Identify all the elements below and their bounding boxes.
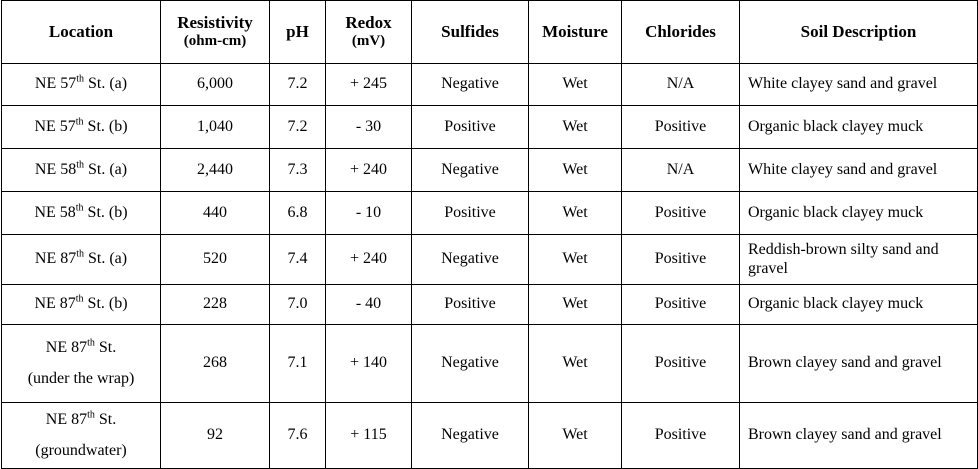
- cell-location: [2, 285, 161, 325]
- cell-chlorides: N/A: [622, 64, 740, 106]
- cell-soil-description: White clayey sand and gravel: [740, 149, 978, 192]
- location-suffix: St. (a): [84, 75, 128, 93]
- location-line-2: (groundwater): [35, 441, 127, 459]
- cell-redox: - 30: [326, 106, 412, 149]
- cell-ph: 7.2: [270, 106, 326, 149]
- cell-ph: 7.0: [270, 285, 326, 325]
- ordinal-suffix: th: [76, 73, 84, 85]
- cell-redox: + 240: [326, 149, 412, 192]
- cell-moisture: Wet: [529, 192, 622, 235]
- cell-redox: + 245: [326, 64, 412, 106]
- cell-sulfides: Positive: [412, 285, 529, 325]
- cell-resistivity: 268: [161, 325, 270, 403]
- header-moisture: Moisture: [529, 1, 622, 64]
- location-text: NE 57: [34, 75, 77, 93]
- cell-chlorides: Positive: [622, 106, 740, 149]
- location-text: NE 57: [34, 117, 76, 135]
- header-location: Location: [2, 1, 161, 64]
- location-suffix: St.: [94, 338, 117, 356]
- location-suffix: St. (b): [83, 203, 128, 221]
- cell-redox: + 115: [326, 403, 412, 469]
- location-text: NE 87: [45, 410, 88, 428]
- location-text: NE 87: [34, 295, 76, 313]
- table-row: [2, 285, 978, 325]
- cell-sulfides: Positive: [412, 106, 529, 149]
- cell-moisture: Wet: [529, 64, 622, 106]
- ordinal-suffix: th: [87, 337, 95, 349]
- header-chlorides: Chlorides: [622, 1, 740, 64]
- cell-location: [2, 235, 161, 285]
- cell-sulfides: Negative: [412, 235, 529, 285]
- cell-soil-description: Organic black clayey muck: [740, 285, 978, 325]
- location-text: NE 58: [34, 160, 77, 178]
- cell-sulfides: Negative: [412, 64, 529, 106]
- header-resistivity: [161, 1, 270, 64]
- cell-chlorides: Positive: [622, 285, 740, 325]
- location-line-1: [2, 339, 160, 358]
- cell-location: [2, 106, 161, 149]
- cell-moisture: Wet: [529, 285, 622, 325]
- cell-sulfides: Positive: [412, 192, 529, 235]
- cell-resistivity: 2,440: [161, 149, 270, 192]
- cell-ph: 7.1: [270, 325, 326, 403]
- table-row: [2, 64, 978, 106]
- cell-moisture: Wet: [529, 325, 622, 403]
- cell-resistivity: 520: [161, 235, 270, 285]
- cell-resistivity: 6,000: [161, 64, 270, 106]
- location-line-2: (under the wrap): [27, 369, 135, 387]
- ordinal-suffix: th: [76, 159, 84, 171]
- table-row: [2, 235, 978, 285]
- location-suffix: St. (b): [83, 117, 128, 135]
- location-text: NE 87: [34, 250, 77, 268]
- cell-moisture: Wet: [529, 403, 622, 469]
- cell-resistivity: 92: [161, 403, 270, 469]
- table-row: [2, 192, 978, 235]
- cell-location: [2, 64, 161, 106]
- cell-redox: + 140: [326, 325, 412, 403]
- table-row: [2, 403, 978, 469]
- cell-redox: - 40: [326, 285, 412, 325]
- cell-chlorides: Positive: [622, 235, 740, 285]
- header-redox: [326, 1, 412, 64]
- cell-chlorides: N/A: [622, 149, 740, 192]
- cell-chlorides: Positive: [622, 325, 740, 403]
- location-suffix: St. (a): [84, 250, 128, 268]
- location-text: NE 58: [34, 203, 76, 221]
- cell-redox: - 10: [326, 192, 412, 235]
- table-row: [2, 106, 978, 149]
- cell-chlorides: Positive: [622, 403, 740, 469]
- cell-ph: 7.2: [270, 64, 326, 106]
- ordinal-suffix: th: [87, 409, 95, 421]
- cell-ph: 6.8: [270, 192, 326, 235]
- cell-soil-description: Brown clayey sand and gravel: [740, 403, 978, 469]
- location-line-1: [2, 411, 160, 430]
- header-soil-description: Soil Description: [740, 1, 978, 64]
- table-row: [2, 149, 978, 192]
- header-resistivity-unit: (ohm-cm): [183, 33, 247, 50]
- soil-data-table: [1, 0, 978, 469]
- location-suffix: St. (a): [84, 160, 128, 178]
- cell-redox: + 240: [326, 235, 412, 285]
- cell-moisture: Wet: [529, 235, 622, 285]
- ordinal-suffix: th: [75, 202, 84, 214]
- cell-location: [2, 149, 161, 192]
- cell-soil-description: Brown clayey sand and gravel: [740, 325, 978, 403]
- cell-resistivity: 1,040: [161, 106, 270, 149]
- cell-resistivity: 228: [161, 285, 270, 325]
- header-resistivity-label: Resistivity: [177, 13, 253, 33]
- location-suffix: St. (b): [83, 295, 128, 313]
- cell-moisture: Wet: [529, 149, 622, 192]
- cell-location: [2, 192, 161, 235]
- header-row: [2, 1, 978, 64]
- cell-resistivity: 440: [161, 192, 270, 235]
- header-ph: pH: [270, 1, 326, 64]
- cell-sulfides: Negative: [412, 149, 529, 192]
- cell-ph: 7.3: [270, 149, 326, 192]
- cell-location: [2, 403, 161, 469]
- header-sulfides: Sulfides: [412, 1, 529, 64]
- cell-sulfides: Negative: [412, 403, 529, 469]
- cell-chlorides: Positive: [622, 192, 740, 235]
- header-redox-label: Redox: [345, 13, 392, 33]
- cell-soil-description: Organic black clayey muck: [740, 192, 978, 235]
- cell-sulfides: Negative: [412, 325, 529, 403]
- cell-ph: 7.4: [270, 235, 326, 285]
- location-suffix: St.: [94, 410, 117, 428]
- header-redox-unit: (mV): [351, 33, 386, 50]
- location-text: NE 87: [45, 338, 88, 356]
- cell-soil-description: Reddish-brown silty sand and gravel: [740, 235, 978, 285]
- cell-moisture: Wet: [529, 106, 622, 149]
- ordinal-suffix: th: [75, 116, 84, 128]
- cell-ph: 7.6: [270, 403, 326, 469]
- cell-location: [2, 325, 161, 403]
- cell-soil-description: White clayey sand and gravel: [740, 64, 978, 106]
- table-row: [2, 325, 978, 403]
- ordinal-suffix: th: [76, 248, 84, 260]
- cell-soil-description: Organic black clayey muck: [740, 106, 978, 149]
- ordinal-suffix: th: [75, 293, 84, 305]
